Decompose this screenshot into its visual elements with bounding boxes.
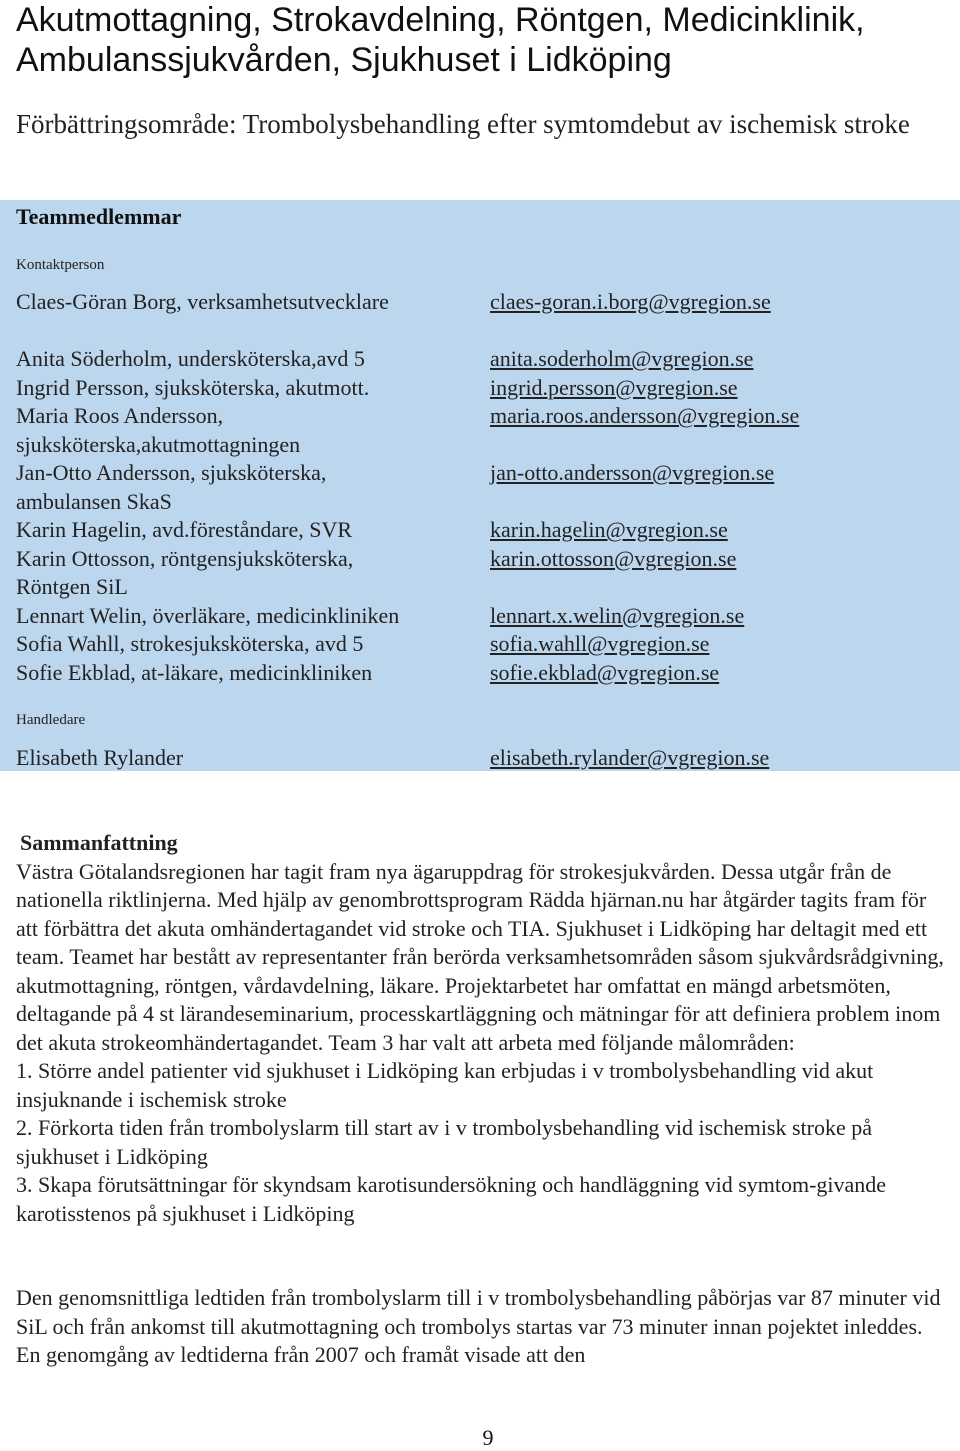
members-emails (490, 345, 950, 687)
page-title: Akutmottagning, Strokavdelning, Röntgen, Medicinklinik, Ambulanssjukvården, Sjukhuset i Lidköping (16, 1, 865, 79)
member-name: sjuksköterska,akutmottagningen (16, 431, 301, 457)
summary-section (16, 829, 951, 1228)
members-names (16, 345, 486, 687)
supervisor-label: Handledare (16, 712, 86, 728)
member-name: Sofie Ekblad, at-läkare, medicinkliniken (16, 659, 373, 685)
member-name: Lennart Welin, överläkare, medicinkliniken (16, 602, 400, 628)
contact-name: Claes-Göran Borg, verksamhetsutvecklare (16, 289, 389, 314)
summary-body: Västra Götalandsregionen har tagit fram nya ägaruppdrag för strokesjukvården. Dessa utgår från de nationella riktlinjerna. Med hjälp av genombrottsprogram Rädda hjärnan.nu har åtgärder tagits fram för att förbättra det akuta omhändertagandet vid stroke och TIA. Sjukhuset i Lidköping har deltagit med ett team. Teamet har bestått av representanter från berörda verksamhetsområden såsom sjukvårdsrådgivning, akutmottagning, röntgen, vårdavdelning, läkare. Projektarbetet har omfattat en mängd arbetsmöten, deltagande på 4 st lärandeseminarium, processkartläggning och mätningar för att definiera problem inom det akuta strokeomhändertagandet. Team 3 har valt att arbeta med följande målområden: (16, 858, 944, 1055)
team-heading: Teammedlemmar (16, 204, 182, 229)
contact-email-link[interactable]: claes-goran.i.borg@vgregion.se (490, 289, 771, 314)
member-name: Sofia Wahll, strokesjuksköterska, avd 5 (16, 631, 364, 656)
supervisor-name: Elisabeth Rylander (16, 745, 184, 770)
goal-item: 3. Skapa förutsättningar för skyndsam karotisundersökning och handläggning vid symtom-givande karotisstenos på sjukhuset i Lidköping (16, 1172, 887, 1226)
member-name: Karin Hagelin, avd.föreståndare, SVR (16, 517, 353, 542)
member-name: Anita Söderholm, undersköterska,avd 5 (16, 346, 365, 371)
member-email-link[interactable]: sofia.wahll@vgregion.se (490, 631, 710, 656)
member-name: Karin Ottosson, röntgensjuksköterska, (16, 545, 354, 571)
member-name: Röntgen SiL (16, 574, 128, 599)
contact-label: Kontaktperson (16, 257, 105, 273)
goal-item: 1. Större andel patienter vid sjukhuset i Lidköping kan erbjudas i v trombolysbehandling vid akut insjuknande i ischemisk stroke (16, 1058, 874, 1112)
summary-heading: Sammanfattning (20, 830, 178, 855)
member-name: Maria Roos Andersson, (16, 403, 224, 428)
member-email-link[interactable]: jan-otto.andersson@vgregion.se (490, 460, 775, 485)
conclusion-paragraph: Den genomsnittliga ledtiden från trombolyslarm till i v trombolysbehandling påbörjas var 87 minuter vid SiL och från ankomst till akutmottagning och trombolys startas var 73 minuter innan pojektet inleddes. En genomgång av ledtiderna från 2007 och framåt visade att den (16, 1285, 941, 1367)
supervisor-email-link[interactable]: elisabeth.rylander@vgregion.se (490, 745, 770, 770)
member-name: Ingrid Persson, sjuksköterska, akutmott. (16, 374, 370, 400)
member-name: Jan-Otto Andersson, sjuksköterska, (16, 460, 327, 485)
improvement-area: Förbättringsområde: Trombolysbehandling efter symtomdebut av ischemisk stroke (16, 109, 910, 139)
member-email-link[interactable]: anita.soderholm@vgregion.se (490, 346, 754, 371)
member-email-link[interactable]: sofie.ekblad@vgregion.se (490, 659, 720, 685)
member-name: ambulansen SkaS (16, 488, 172, 514)
goal-item: 2. Förkorta tiden från trombolyslarm till start av i v trombolysbehandling vid ischemisk stroke på sjukhuset i Lidköping (16, 1115, 873, 1169)
member-email-link[interactable]: karin.hagelin@vgregion.se (490, 517, 728, 542)
member-email-link[interactable]: lennart.x.welin@vgregion.se (490, 602, 745, 628)
member-email-link[interactable]: maria.roos.andersson@vgregion.se (490, 403, 800, 428)
member-email-link[interactable]: karin.ottosson@vgregion.se (490, 545, 737, 571)
member-email-link[interactable]: ingrid.persson@vgregion.se (490, 374, 738, 400)
page-number: 9 (482, 1425, 494, 1450)
